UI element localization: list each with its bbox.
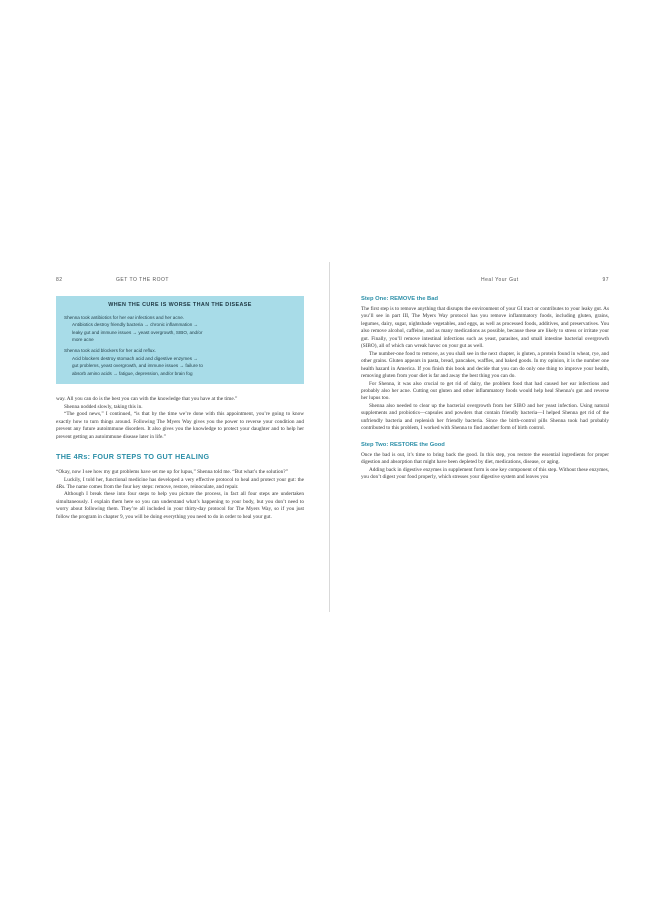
sidebar-box [56,296,304,384]
right-page-header [361,277,609,285]
paragraph: For Shenna, it was also crucial to get rid of dairy, the problem food that had caused her ear infections and probably also her acne. Cutting out gluten and other inflammatory foods would help heal Shenna’s gut and reverse her lupus too. [361,380,609,402]
step-two-text [361,452,609,482]
paragraph: Shenna nodded slowly, taking this in. [64,403,143,410]
left-page-number: 82 [56,277,63,283]
left-body-text-2 [56,469,304,521]
paragraph: “The good news,” I continued, “is that by the time we’re done with this appointment, you’re going to know exactly how to turn things around. Following The Myers Way gives you the power to reverse your condition and prevent any future autoimmune disorders. It also gives you the knowledge to protect your daughter and to help her prevent getting an autoimmune disease later in life.” [56,411,304,440]
sidebar-line: more acne [72,337,94,343]
page-gutter [329,262,330,612]
paragraph: “Okay, now I see how my gut problems have set me up for lupus,” Shenna told me. “But what’s the solution?” [56,469,288,476]
step-two-heading: Step Two: RESTORE the Good [361,441,445,448]
sidebar-title: WHEN THE CURE IS WORSE THAN THE DISEASE [108,302,252,308]
paragraph: The number-one food to remove, as you shall see in the next chapter, is gluten, a protein found in wheat, rye, and other grains. Gluten appears in pasta, bread, pancakes, waffles, and baked goods. In my opinion, it is the number one health hazard in America. If you finish this book and decide that you can do only one thing to improve your health, removing gluten from your diet is far and away the best thing you can do. [361,350,609,380]
sidebar-line: leaky gut and immune issues → yeast overgrowth, SIBO, and/or [72,329,203,335]
right-page-number: 97 [602,277,609,283]
right-running-head: Heal Your Gut [481,277,519,283]
paragraph: Although I break these into four steps to help you picture the process, in fact all four steps are undertaken simultaneously. I explain them here so you can understand what’s happening to your body, but you don’t need to worry about following them. They’re all included in your thirty-day protocol for The Myers Way, so if you just follow the program in chapter 9, you will be doing everything you need to do in order to heal your gut. [56,491,304,520]
paragraph: Adding back in digestive enzymes in supplement form is one key component of this step. Without these enzymes, you don’t digest your food properly, which stresses your digestive system and leaves you [361,466,609,481]
paragraph: Once the bad is out, it’s time to bring back the good. In this step, you restore the essential ingredients for proper digestion and absorption that might have been depleted by diet, medications, disease, or aging. [361,451,609,466]
right-page [361,277,609,482]
left-running-head: GET TO THE ROOT [116,277,169,283]
left-page-header [56,277,304,285]
left-page [56,277,304,521]
paragraph: The first step is to remove anything that disrupts the environment of your GI tract or contributes to your leaky gut. As you’ll see in part III, The Myers Way protocol has you remove inflammatory foods, including gluten, grains, legumes, dairy, sugar, nightshade vegetables, and eggs, as well as processed foods, additives, and preservatives. You also remove alcohol, caffeine, and as many medications as possible, because these are likely to stress or irritate your gut. Finally, you’ll remove intestinal infections such as yeast, parasites, and small intestine bacterial overgrowth (SIBO), all of which can wreak havoc on your gut as well. [361,306,609,350]
paragraph: Shenna also needed to clear up the bacterial overgrowth from her SIBO and her yeast infection. Using natural supplements and probiotics—capsules and powders that contain friendly bacteria—I helped Shenna get rid of the unfriendly bacteria and replenish her friendly bacteria. Since the birth-control pills Shenna took had probably contributed to this problem, I worked with Shenna to find another form of birth control. [361,402,609,432]
section-heading: THE 4Rs: FOUR STEPS TO GUT HEALING [56,452,210,462]
step-one-text [361,306,609,433]
sidebar-line: Acid blockers destroy stomach acid and digestive enzymes → [72,355,198,361]
left-body-text [56,396,304,441]
sidebar-line: gut problems, yeast overgrowth, and immune issues → failure to [72,363,203,369]
paragraph: way. All you can do is the best you can with the knowledge that you have at the time.” [56,396,238,403]
sidebar-line: absorb amino acids → fatigue, depression, and/or brain fog [72,370,193,376]
sidebar-line: Antibiotics destroy friendly bacteria → chronic inflammation → [72,322,199,328]
sidebar-line: Shenna took antibiotics for her ear infections and her acne. [64,314,185,320]
step-one-heading: Step One: REMOVE the Bad [361,296,438,302]
paragraph: Luckily, I told her, functional medicine has developed a very effective protocol to heal and protect your gut: the 4Rs. The name comes from the four key steps: remove, restore, reinoculate, and repair. [56,476,304,490]
sidebar-line: Shenna took acid blockers for her acid reflux. [64,347,156,353]
